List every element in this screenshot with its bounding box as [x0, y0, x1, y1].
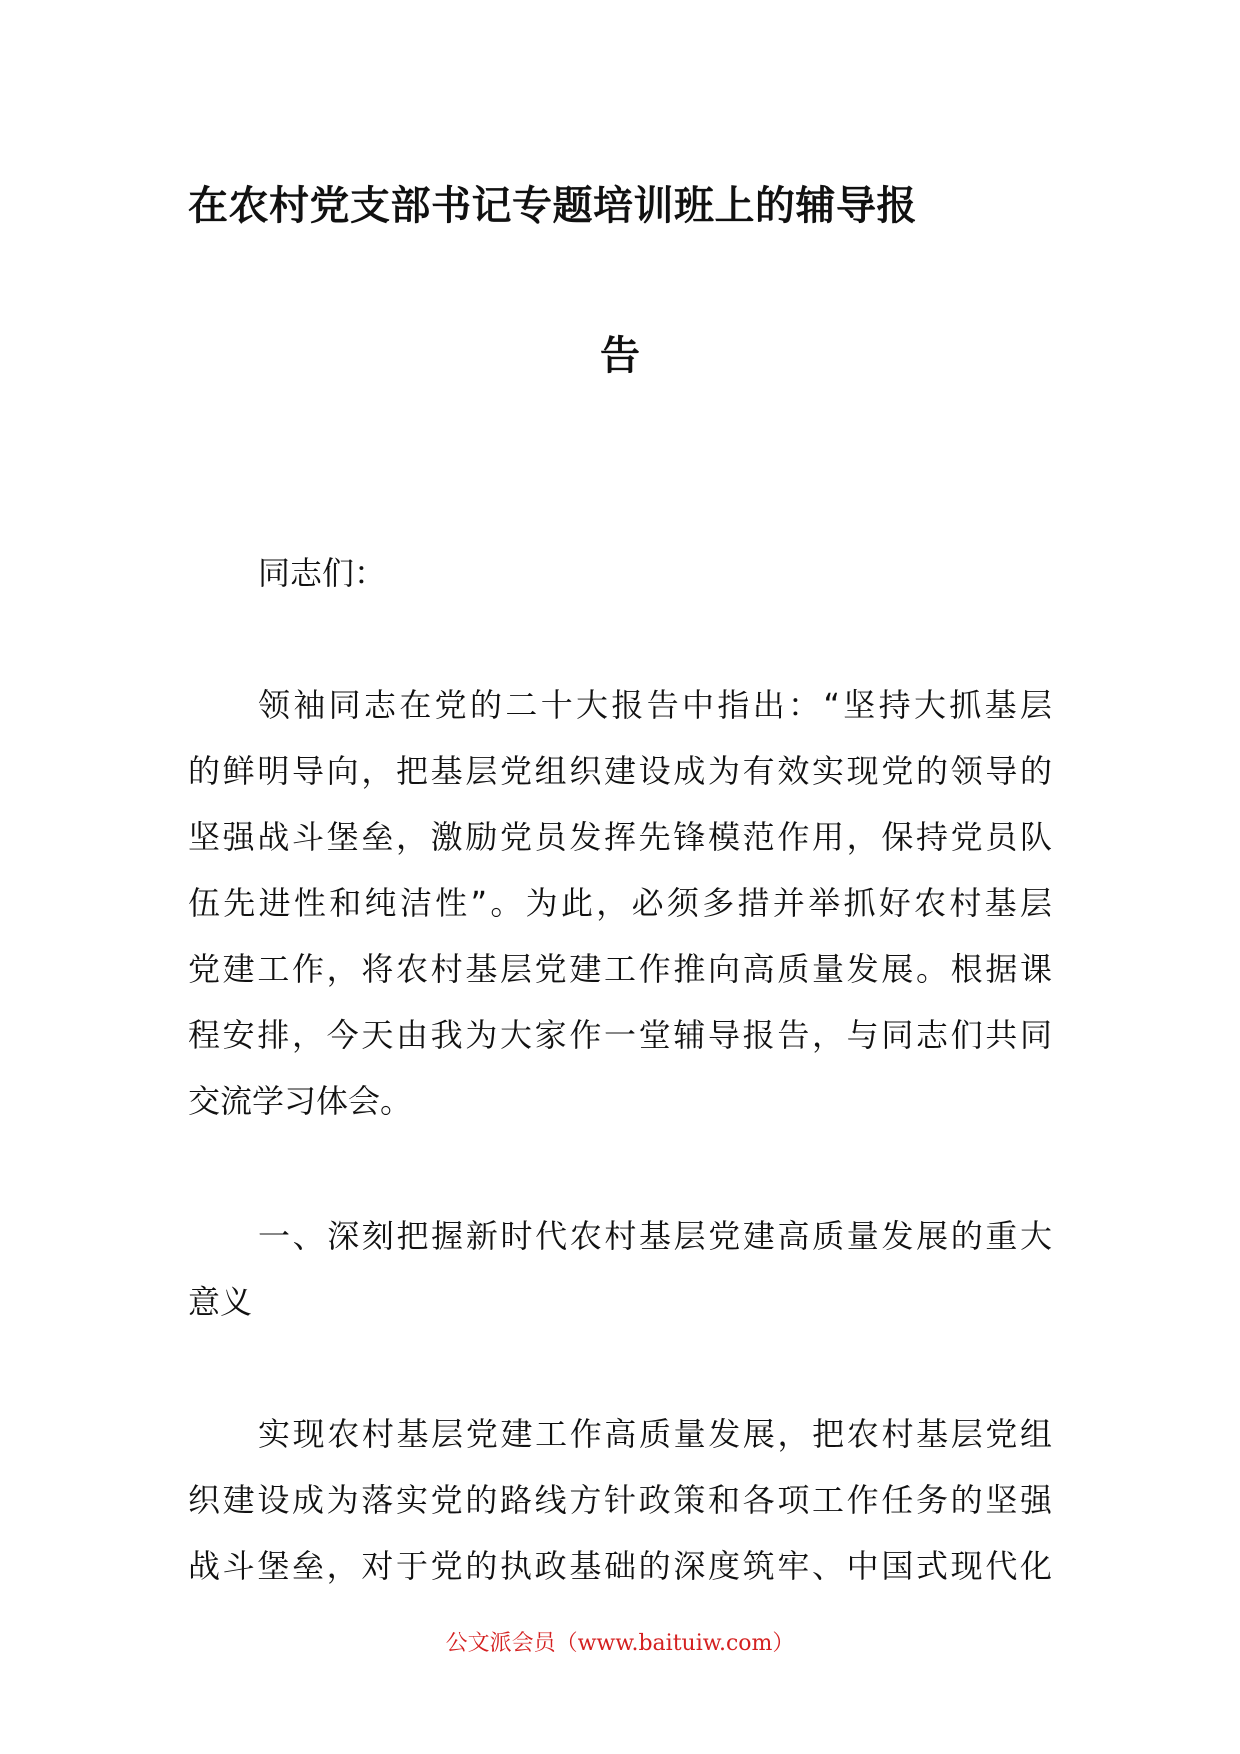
paragraph-1-line: 的鲜明导向，把基层党组织建设成为有效实现党的领导的 — [188, 752, 1052, 790]
greeting-text: 同志们： — [258, 554, 387, 592]
footer-watermark: 公文派会员（www.baituiw.com） — [445, 1631, 795, 1656]
paragraph-2-line: 实现农村基层党建工作高质量发展，把农村基层党组 — [258, 1415, 1052, 1453]
paragraph-2-line: 织建设成为落实党的路线方针政策和各项工作任务的坚强 — [188, 1481, 1052, 1519]
paragraph-1-line: 交流学习体会。 — [188, 1082, 413, 1120]
greeting — [188, 540, 1052, 606]
paragraph-2-line: 战斗堡垒，对于党的执政基础的深度筑牢、中国式现代化 — [188, 1547, 1052, 1585]
paragraph-1-line: 领袖同志在党的二十大报告中指出：“坚持大抓基层 — [258, 686, 1052, 724]
paragraph-1 — [188, 672, 1052, 1134]
paragraph-1-line: 程安排，今天由我为大家作一堂辅导报告，与同志们共同 — [188, 1016, 1052, 1054]
paragraph-1-line: 党建工作，将农村基层党建工作推向高质量发展。根据课 — [188, 950, 1052, 988]
paragraph-2 — [188, 1401, 1052, 1599]
document-title-line-2: 告 — [600, 333, 640, 379]
section-heading-1 — [188, 1203, 1052, 1335]
paragraph-1-line: 伍先进性和纯洁性”。为此，必须多措并举抓好农村基层 — [188, 884, 1052, 922]
section-heading-1-line: 意义 — [188, 1283, 253, 1321]
section-heading-1-line: 一、深刻把握新时代农村基层党建高质量发展的重大 — [258, 1217, 1052, 1255]
document-title-line-1: 在农村党支部书记专题培训班上的辅导报 — [188, 183, 917, 229]
paragraph-1-line: 坚强战斗堡垒，激励党员发挥先锋模范作用，保持党员队 — [188, 818, 1052, 856]
